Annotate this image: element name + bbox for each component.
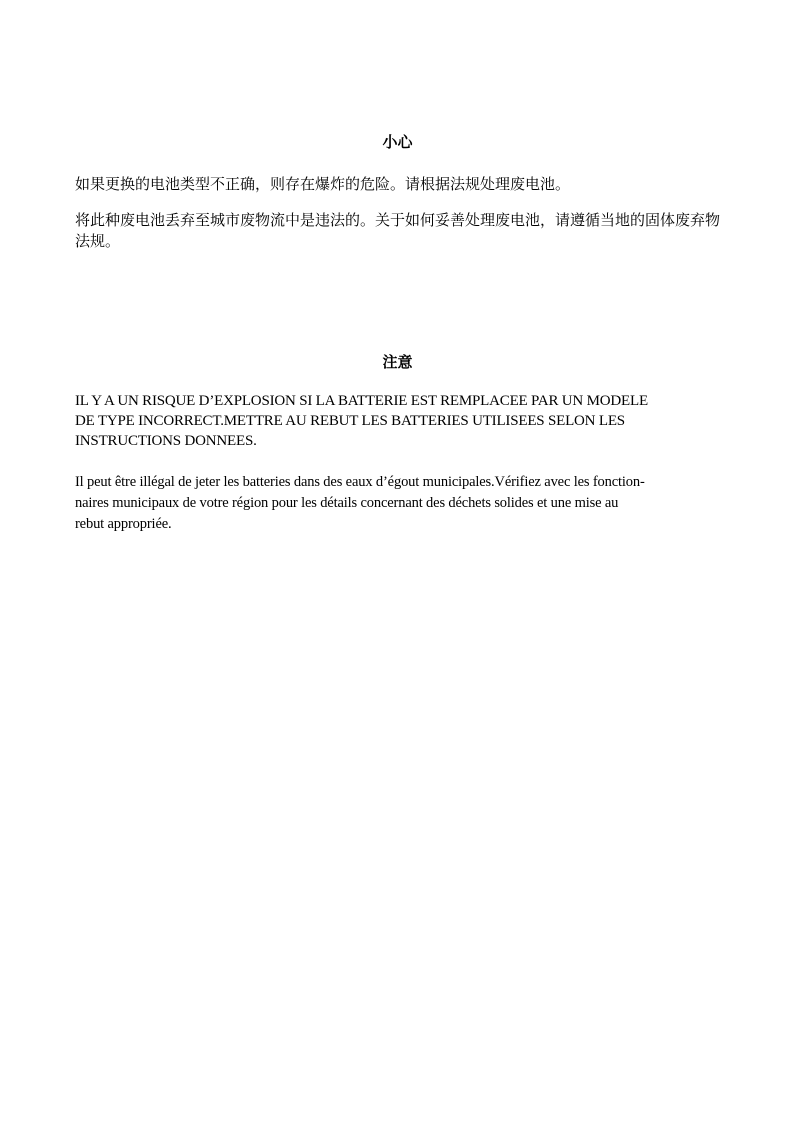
notice-line: rebut appropriée. [75,516,172,532]
notice-paragraph-disposal [75,472,720,535]
notice-heading: 注意 [382,355,413,371]
notice-line: Il peut être illégal de jeter les batteries dans des eaux d’égout municipales.Vérifiez avec les fonction- [75,474,645,490]
caution-heading-chinese: 小心 [382,135,413,151]
notice-paragraph-explosion-risk [75,391,720,451]
caution-paragraph-disposal: 将此种废电池丢弃至城市废物流中是违法的。关于如何妥善处理废电池，请遵循当地的固体废弃物法规。 [75,213,721,250]
notice-section-french [75,353,720,535]
caution-section-chinese [75,133,720,253]
notice-line: INSTRUCTIONS DONNEES. [75,433,257,449]
notice-line: IL Y A UN RISQUE D’EXPLOSION SI LA BATTERIE EST REMPLACEE PAR UN MODELE [75,393,648,409]
notice-line: naires municipaux de votre région pour les détails concernant des déchets solides et une mise au [75,495,619,511]
notice-line: DE TYPE INCORRECT.METTRE AU REBUT LES BATTERIES UTILISEES SELON LES [75,413,625,429]
caution-paragraph-battery-type: 如果更换的电池类型不正确，则存在爆炸的危险。请根据法规处理废电池。 [75,177,571,193]
